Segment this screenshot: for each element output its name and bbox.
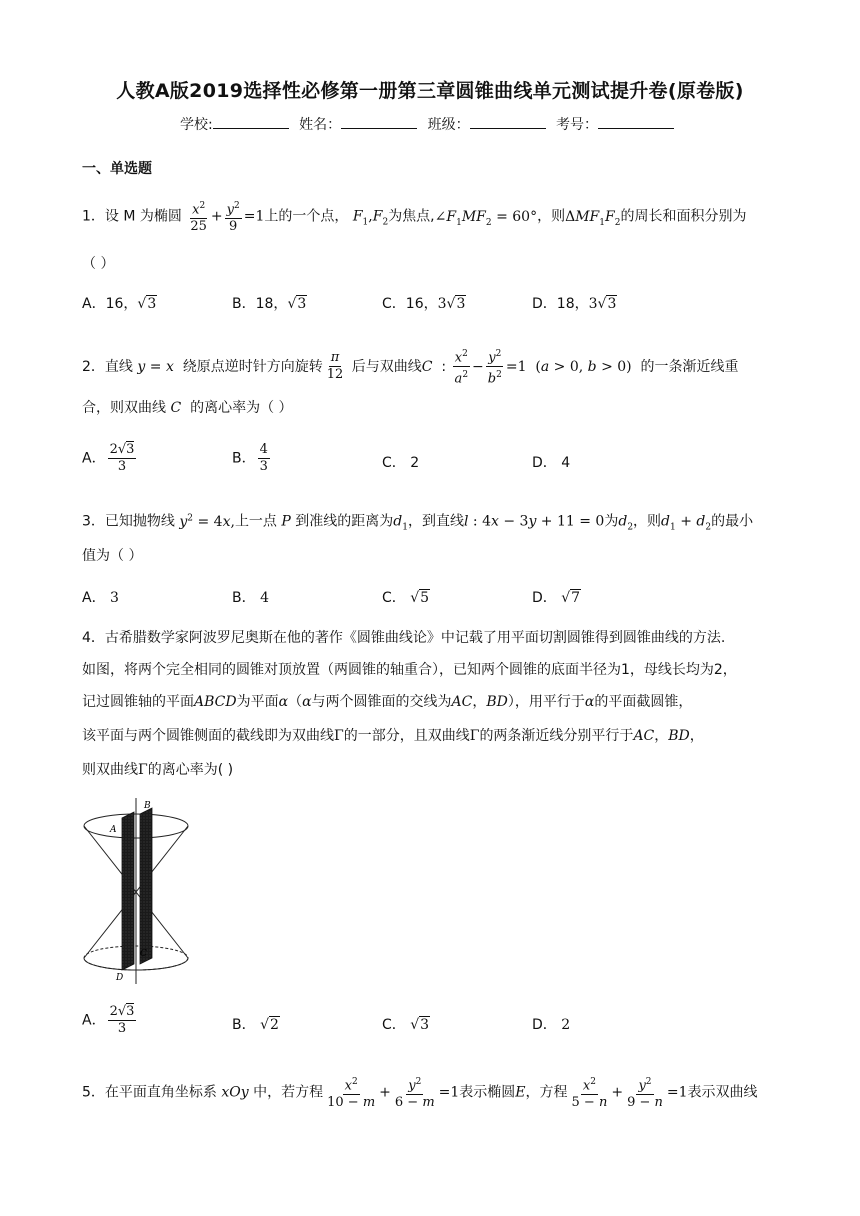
double-cone-figure — [80, 796, 192, 986]
question-number: 3． — [82, 513, 105, 530]
formula: $\Delta MF_1F_2$ — [565, 208, 621, 228]
option-c[interactable]: C． 2 — [382, 455, 420, 471]
question-number: 2． — [82, 358, 105, 375]
formula: F — [352, 208, 363, 225]
fraction-4-over-3: $\frac{4}{3}$ — [259, 442, 268, 474]
student-info-line — [0, 114, 860, 134]
formula: $y^2 = 4x$, — [179, 513, 235, 530]
question-number: 1． — [82, 208, 105, 225]
option-c[interactable]: C． √3 — [382, 1017, 430, 1033]
sqrt-3: √3 — [410, 1017, 430, 1033]
three-sqrt-3: 3√3 — [588, 296, 617, 312]
formula-fraction: $\frac{y^2}{b^2}$ — [486, 346, 504, 388]
question-text: 设 M 为椭圆 — [104, 208, 182, 225]
formula-fraction: $\frac{x^2}{10 - m}$ — [325, 1074, 377, 1111]
option-a[interactable]: A． $\frac{2√3}{3}$ — [82, 1004, 135, 1036]
option-a[interactable]: A． 3 — [82, 590, 119, 606]
school-blank — [213, 116, 289, 129]
question-number: 5． — [82, 1084, 105, 1101]
question-text: 已知抛物线 — [104, 513, 175, 530]
question-3-line-1: 3．已知抛物线 $y^2 = 4x$,上一点 P 到准线的距离为$d_1$，到直线l : 4x − 3y + 11 = 0为$d_2$，则$d_1 + d_2$的最小 — [82, 513, 754, 533]
page-title: 人教A版2019选择性必修第一册第三章圆锥曲线单元测试提升卷(原卷版) — [116, 80, 744, 102]
sqrt-7: √7 — [561, 590, 581, 606]
formula-fraction: $\frac{x^2}{25}$ — [188, 198, 209, 235]
question-2-line-2: 合，则双曲线 C 的离心率为（ ） — [82, 400, 293, 416]
sqrt-5: √5 — [410, 590, 430, 606]
exam-number-blank — [598, 116, 674, 129]
figure-label-a: A — [110, 825, 117, 835]
figure-label-b: B — [144, 801, 151, 811]
option-d[interactable]: D． 4 — [532, 455, 571, 471]
formula: $\angle F_1MF_2 = 60^\circ$ — [434, 208, 538, 228]
question-number: 4． — [82, 630, 105, 646]
option-b[interactable]: B．18，√3 — [232, 296, 307, 312]
option-a[interactable]: A． $\frac{2√3}{3}$ — [82, 442, 135, 474]
option-a[interactable]: A．16，√3 — [82, 296, 157, 312]
question-5-line-1: 5．在平面直角坐标系 xOy 中，若方程 $\frac{x^2}{10 - m}$ + $\frac{y^2}{6 - m}$ =1表示椭圆E，方程 $\frac{x^2}{5 - n}$ + $\frac{y^2}{9 - n}$ =1表示双曲线 — [82, 1074, 758, 1111]
fraction-2sqrt3-over-3: $\frac{2√3}{3}$ — [109, 1004, 135, 1036]
class-blank — [470, 116, 546, 129]
option-d[interactable]: D．18，3√3 — [532, 296, 617, 312]
figure-label-c: C — [140, 949, 147, 959]
question-4-line-3: 记过圆锥轴的平面ABCD为平面α（α与两个圆锥面的交线为AC，BD），用平行于α的平面截圆锥， — [82, 694, 693, 710]
name-blank — [341, 116, 417, 129]
name-label: 姓名： — [299, 117, 342, 133]
question-text: 后与双曲线 — [351, 358, 422, 375]
class-label: 班级： — [427, 117, 470, 133]
option-c[interactable]: C． √5 — [382, 590, 430, 606]
formula: (a > 0, b > 0) — [535, 358, 632, 375]
option-d[interactable]: D． √7 — [532, 590, 581, 606]
question-2-line-1: 2．直线 y = x 绕原点逆时针方向旋转 $\frac{\pi}{12}$ 后与双曲线C : $\frac{x^2}{a^2}$ − $\frac{y^2}{b^2}$ =1 (a > 0, b > 0) 的一条渐近线重 — [82, 346, 739, 388]
formula-fraction: $\frac{y^2}{9 - n}$ — [625, 1074, 665, 1111]
option-c[interactable]: C．16，3√3 — [382, 296, 466, 312]
question-text: 为焦点, — [388, 208, 435, 225]
question-4-line-4: 该平面与两个圆锥侧面的截线即为双曲线Γ的一部分，且双曲线Γ的两条渐近线分别平行于AC，BD， — [82, 728, 704, 744]
formula-fraction: $\frac{x^2}{a^2}$ — [453, 346, 471, 388]
question-text: 直线 — [104, 358, 133, 375]
school-label: 学校: — [179, 117, 213, 133]
option-b[interactable]: B． 4 — [232, 590, 269, 606]
option-d[interactable]: D． 2 — [532, 1017, 571, 1033]
formula-fraction: $\frac{x^2}{5 - n}$ — [570, 1074, 610, 1111]
question-text: 古希腊数学家阿波罗尼奥斯在他的著作《圆锥曲线论》中记载了用平面切割圆锥得到圆锥曲线的方法. — [104, 630, 726, 646]
sqrt-2: √2 — [260, 1017, 279, 1033]
question-3-line-2: 值为（ ） — [82, 548, 143, 564]
formula-fraction: $\frac{y^2}{6 - m}$ — [393, 1074, 437, 1111]
question-1-line-1: 1．设 M 为椭圆 $\frac{x^2}{25}$ + $\frac{y^2}{9}$ =1上的一个点， $F_1,F_2$为焦点$,\angle F_1MF_2 = 60^\circ$，则$\Delta MF_1F_2$的周长和面积分别为 — [82, 198, 746, 235]
fraction-2sqrt3-over-3: $\frac{2√3}{3}$ — [109, 442, 135, 474]
question-text: 的周长和面积分别为 — [620, 208, 747, 225]
section-heading: 一、单选题 — [82, 161, 152, 177]
option-b[interactable]: B． √2 — [232, 1017, 279, 1033]
question-text: 绕原点逆时针方向旋转 — [182, 358, 323, 375]
question-4-line-2: 如图，将两个完全相同的圆锥对顶放置（两圆锥的轴重合），已知两个圆锥的底面半径为1，母线长均为2， — [82, 662, 737, 678]
three-sqrt-3: 3√3 — [437, 296, 466, 312]
question-text: 上的一个点， — [264, 208, 349, 225]
formula-fraction: $\frac{\pi}{12}$ — [326, 350, 344, 383]
figure-label-d: D — [116, 973, 124, 983]
question-text: ，则 — [537, 208, 566, 225]
question-1-line-2: （ ） — [82, 256, 115, 272]
question-text: 的一条渐近线重 — [640, 358, 739, 375]
question-4-line-5: 则双曲线Γ的离心率为( ) — [82, 762, 234, 778]
sqrt-3: √3 — [287, 296, 307, 312]
option-b[interactable]: B． $\frac{4}{3}$ — [232, 442, 268, 474]
question-4-line-1 — [82, 628, 725, 648]
sqrt-3: √3 — [137, 296, 157, 312]
formula-fraction: $\frac{y^2}{9}$ — [225, 198, 242, 235]
formula: y — [137, 358, 146, 375]
exam-number-label: 考号： — [556, 117, 599, 133]
